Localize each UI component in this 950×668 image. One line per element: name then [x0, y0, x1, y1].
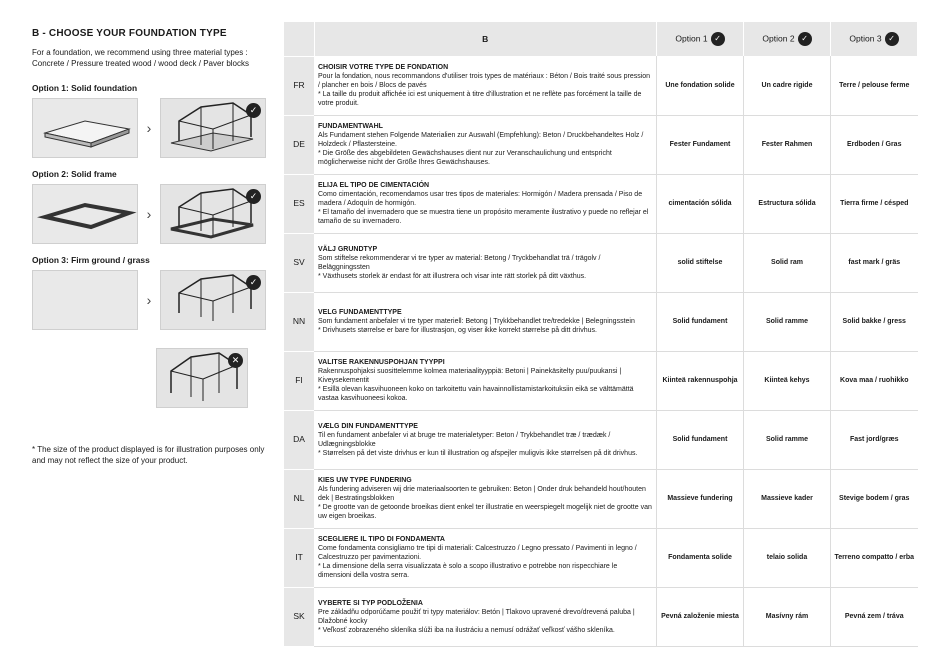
row-description [314, 115, 657, 174]
row-title: SCEGLIERE IL TIPO DI FONDAMENTA [318, 536, 445, 543]
option-3-cell: Erdboden / Gras [831, 115, 918, 174]
option-2-row [32, 184, 272, 244]
table-row [284, 56, 918, 115]
table-row [284, 174, 918, 233]
header-option-2-label: Option 2 [762, 33, 795, 44]
option-3-cell: Kova maa / ruohikko [831, 351, 918, 410]
option-1-cell: Massieve fundering [657, 469, 744, 528]
row-note: * De grootte van de getoonde broeikas dient enkel ter illustratie en weerspiegelt mogelijk niet de grootte van uw eigen broeikas. [318, 504, 652, 520]
row-title: KIES UW TYPE FUNDERING [318, 477, 412, 484]
row-text: Als Fundament stehen Folgende Materialien zur Auswahl (Empfehlung): Beton / Druckbehandeltes Holz / Holzdeck / Pflastersteine. [318, 132, 644, 148]
option-2-cell: Fester Rahmen [744, 115, 831, 174]
table-row [284, 351, 918, 410]
row-text: Pre základňu odporúčame použiť tri typy materiálov: Betón | Tlakovo upravené drevo/drevená paluba | Dlažobné kocky [318, 608, 635, 625]
option-1-cell: solid stiftelse [657, 233, 744, 292]
row-note: * Størrelsen på det viste drivhus er kun til illustration og afspejler muligvis ikke størrelsen på dit drivhus. [318, 449, 638, 457]
option-1-cell: Solid fundament [657, 410, 744, 469]
row-title: VÆLG DIN FUNDAMENTTYPE [318, 422, 418, 430]
row-note: * La dimensione della serra visualizzata è solo a scopo illustrativo e potrebbe non rispecchiare le dimensioni della vostra serra. [318, 563, 618, 579]
chevron-right-icon: › [146, 292, 152, 308]
option-2-cell: Solid ramme [744, 292, 831, 351]
row-title: CHOISIR VOTRE TYPE DE FONDATION [318, 63, 449, 71]
row-description [314, 410, 657, 469]
row-text: Rakennuspohjaksi suosittelemme kolmea materiaalityyppiä: Betoni | Painekäsitelty puu/puukansi | Kiveysekementit [318, 368, 622, 384]
chevron-right-icon: › [146, 120, 152, 136]
option-2-label: Option 2: Solid frame [32, 169, 117, 179]
translation-table [284, 22, 918, 647]
section-title: B - CHOOSE YOUR FOUNDATION TYPE [32, 28, 227, 39]
option-1-cell: Kiinteä rakennuspohja [657, 351, 744, 410]
row-title: VÄLJ GRUNDTYP [318, 245, 378, 253]
row-description [314, 56, 657, 115]
table-row [284, 410, 918, 469]
language-code: SK [284, 587, 314, 646]
option-3-cell: Pevná zem / tráva [831, 587, 918, 646]
language-code: NN [284, 292, 314, 351]
option-1-cell: Fester Fundament [657, 115, 744, 174]
header-option-3 [831, 22, 918, 56]
row-note: * El tamaño del invernadero que se muestra tiene un propósito meramente ilustrativo y puede no reflejar el tamaño de su invernadero. [318, 209, 649, 225]
left-panel [32, 28, 272, 419]
option-3-cell: Terre / pelouse ferme [831, 56, 918, 115]
option-1-cell: Une fondation solide [657, 56, 744, 115]
option-3-cell: Terreno compatto / erba [831, 528, 918, 587]
check-icon: ✓ [885, 32, 899, 46]
option-2-cell: Solid ramme [744, 410, 831, 469]
language-code: NL [284, 469, 314, 528]
option-3-cell: Stevige bodem / gras [831, 469, 918, 528]
greenhouse-image [160, 270, 266, 330]
row-title: FUNDAMENTWAHL [318, 123, 383, 130]
foundation-slab-image [32, 98, 138, 158]
table-row [284, 469, 918, 528]
greenhouse-image [160, 98, 266, 158]
row-title: VYBERTE SI TYP PODLOŽENIA [318, 599, 423, 607]
option-2-cell: Masívny rám [744, 587, 831, 646]
option-2-cell: Massieve kader [744, 469, 831, 528]
check-icon: ✓ [246, 189, 261, 204]
row-text: Som fundament anbefaler vi tre typer materiell: Betong | Trykkbehandlet tre/tredekke | Belegningsstein [318, 318, 635, 325]
option-1-row [32, 98, 272, 158]
header-option-3-label: Option 3 [849, 33, 882, 44]
greenhouse-image [160, 184, 266, 244]
check-icon: ✓ [246, 275, 261, 290]
header-option-2 [744, 22, 831, 56]
frame-image [32, 184, 138, 244]
row-description [314, 528, 657, 587]
intro-text: For a foundation, we recommend using three material types : Concrete / Pressure treated wood / wood deck / Paver blocks [32, 48, 249, 68]
option-3-cell: Fast jord/græs [831, 410, 918, 469]
language-code: SV [284, 233, 314, 292]
check-icon: ✓ [798, 32, 812, 46]
row-description [314, 292, 657, 351]
header-option-1 [657, 22, 744, 56]
row-text: Como cimentación, recomendamos usar tres tipos de materiales: Hormigón / Madera prensada / Piso de madera / Adoquín de hormigón. [318, 191, 643, 207]
table-row [284, 528, 918, 587]
row-text: Til en fundament anbefaler vi at bruge tre materialetyper: Beton / Trykbehandlet træ / trædæk / Udlægningsblokke [318, 431, 611, 448]
row-text: Pour la fondation, nous recommandons d'utiliser trois types de matériaux : Béton / Bois traité sous pression / plancher en bois / Blocs de pavés [318, 72, 651, 89]
grass-image [32, 270, 138, 330]
language-code: FI [284, 351, 314, 410]
row-title: VELG FUNDAMENTTYPE [318, 309, 402, 316]
check-icon: ✓ [711, 32, 725, 46]
row-description [314, 174, 657, 233]
language-code: IT [284, 528, 314, 587]
row-note: * Die Größe des abgebildeten Gewächshauses dient nur zur Veranschaulichung und entspricht möglicherweise nicht der Größe Ihres Gewächshauses. [318, 150, 612, 166]
row-note: * Esillä olevan kasvihuoneen koko on tarkoitettu vain havainnollistamistarkoituksiin eikä se välttämättä vastaa kasvihuoneesi kokoa. [318, 386, 634, 402]
header-option-1-label: Option 1 [675, 33, 708, 44]
row-note: * La taille du produit affichée ici est uniquement à titre d'illustration et ne reflète pas forcément la taille de votre produit. [318, 90, 642, 107]
check-icon: ✓ [246, 103, 261, 118]
row-title: VALITSE RAKENNUSPOHJAN TYYPPI [318, 359, 445, 366]
row-title: ELIJA EL TIPO DE CIMENTACIÓN [318, 182, 430, 189]
table-row [284, 587, 918, 646]
language-code: FR [284, 56, 314, 115]
option-1-cell: Pevná založenie miesta [657, 587, 744, 646]
option-1-cell: Solid fundament [657, 292, 744, 351]
language-code: DA [284, 410, 314, 469]
greenhouse-no-foundation-image [156, 348, 248, 408]
not-recommended-row [32, 348, 272, 408]
row-text: Come fondamenta consigliamo tre tipi di materiali: Calcestruzzo / Legno pressato / Pavimenti in legno / Calcestruzzo per pavimentazioni. [318, 545, 637, 561]
option-2-cell: Kiinteä kehys [744, 351, 831, 410]
option-2-cell: Un cadre rigide [744, 56, 831, 115]
row-description [314, 351, 657, 410]
row-description [314, 469, 657, 528]
header-code [284, 22, 314, 56]
row-note: * Växthusets storlek är endast för att illustrera och visar inte rätt storlek på ditt växthus. [318, 272, 587, 280]
option-3-cell: fast mark / gräs [831, 233, 918, 292]
option-3-cell: Tierra firme / césped [831, 174, 918, 233]
option-2-cell: telaio solida [744, 528, 831, 587]
option-2-cell: Estructura sólida [744, 174, 831, 233]
header-b: B [314, 22, 657, 56]
option-3-cell: Solid bakke / gress [831, 292, 918, 351]
row-description [314, 587, 657, 646]
table-row [284, 292, 918, 351]
option-1-cell: cimentación sólida [657, 174, 744, 233]
row-text: Als fundering adviseren wij drie materiaalsoorten te gebruiken: Beton | Onder druk behandeld hout/houten dek | Bestratingsblokken [318, 486, 646, 502]
table-row [284, 233, 918, 292]
option-1-cell: Fondamenta solide [657, 528, 744, 587]
table-header [284, 22, 918, 56]
footnote: * The size of the product displayed is for illustration purposes only and may not reflect the size of your product. [32, 445, 265, 465]
table-row [284, 115, 918, 174]
option-3-row [32, 270, 272, 330]
row-note: * Drivhusets størrelse er bare for illustrasjon, og viser ikke korrekt størrelse på ditt drivhus. [318, 327, 597, 334]
chevron-right-icon: › [146, 206, 152, 222]
row-text: Som stiftelse rekommenderar vi tre typer av material: Betong / Tryckbehandlat trä / trägolv / Beläggningssten [318, 254, 601, 271]
row-note: * Veľkosť zobrazeného skleníka slúži iba na ilustráciu a nemusí odrážať veľkosť vášho skleníka. [318, 626, 615, 634]
option-1-label: Option 1: Solid foundation [32, 83, 138, 93]
option-3-label: Option 3: Firm ground / grass [32, 255, 150, 265]
row-description [314, 233, 657, 292]
language-code: ES [284, 174, 314, 233]
option-2-cell: Solid ram [744, 233, 831, 292]
close-icon: ✕ [228, 353, 243, 368]
language-code: DE [284, 115, 314, 174]
